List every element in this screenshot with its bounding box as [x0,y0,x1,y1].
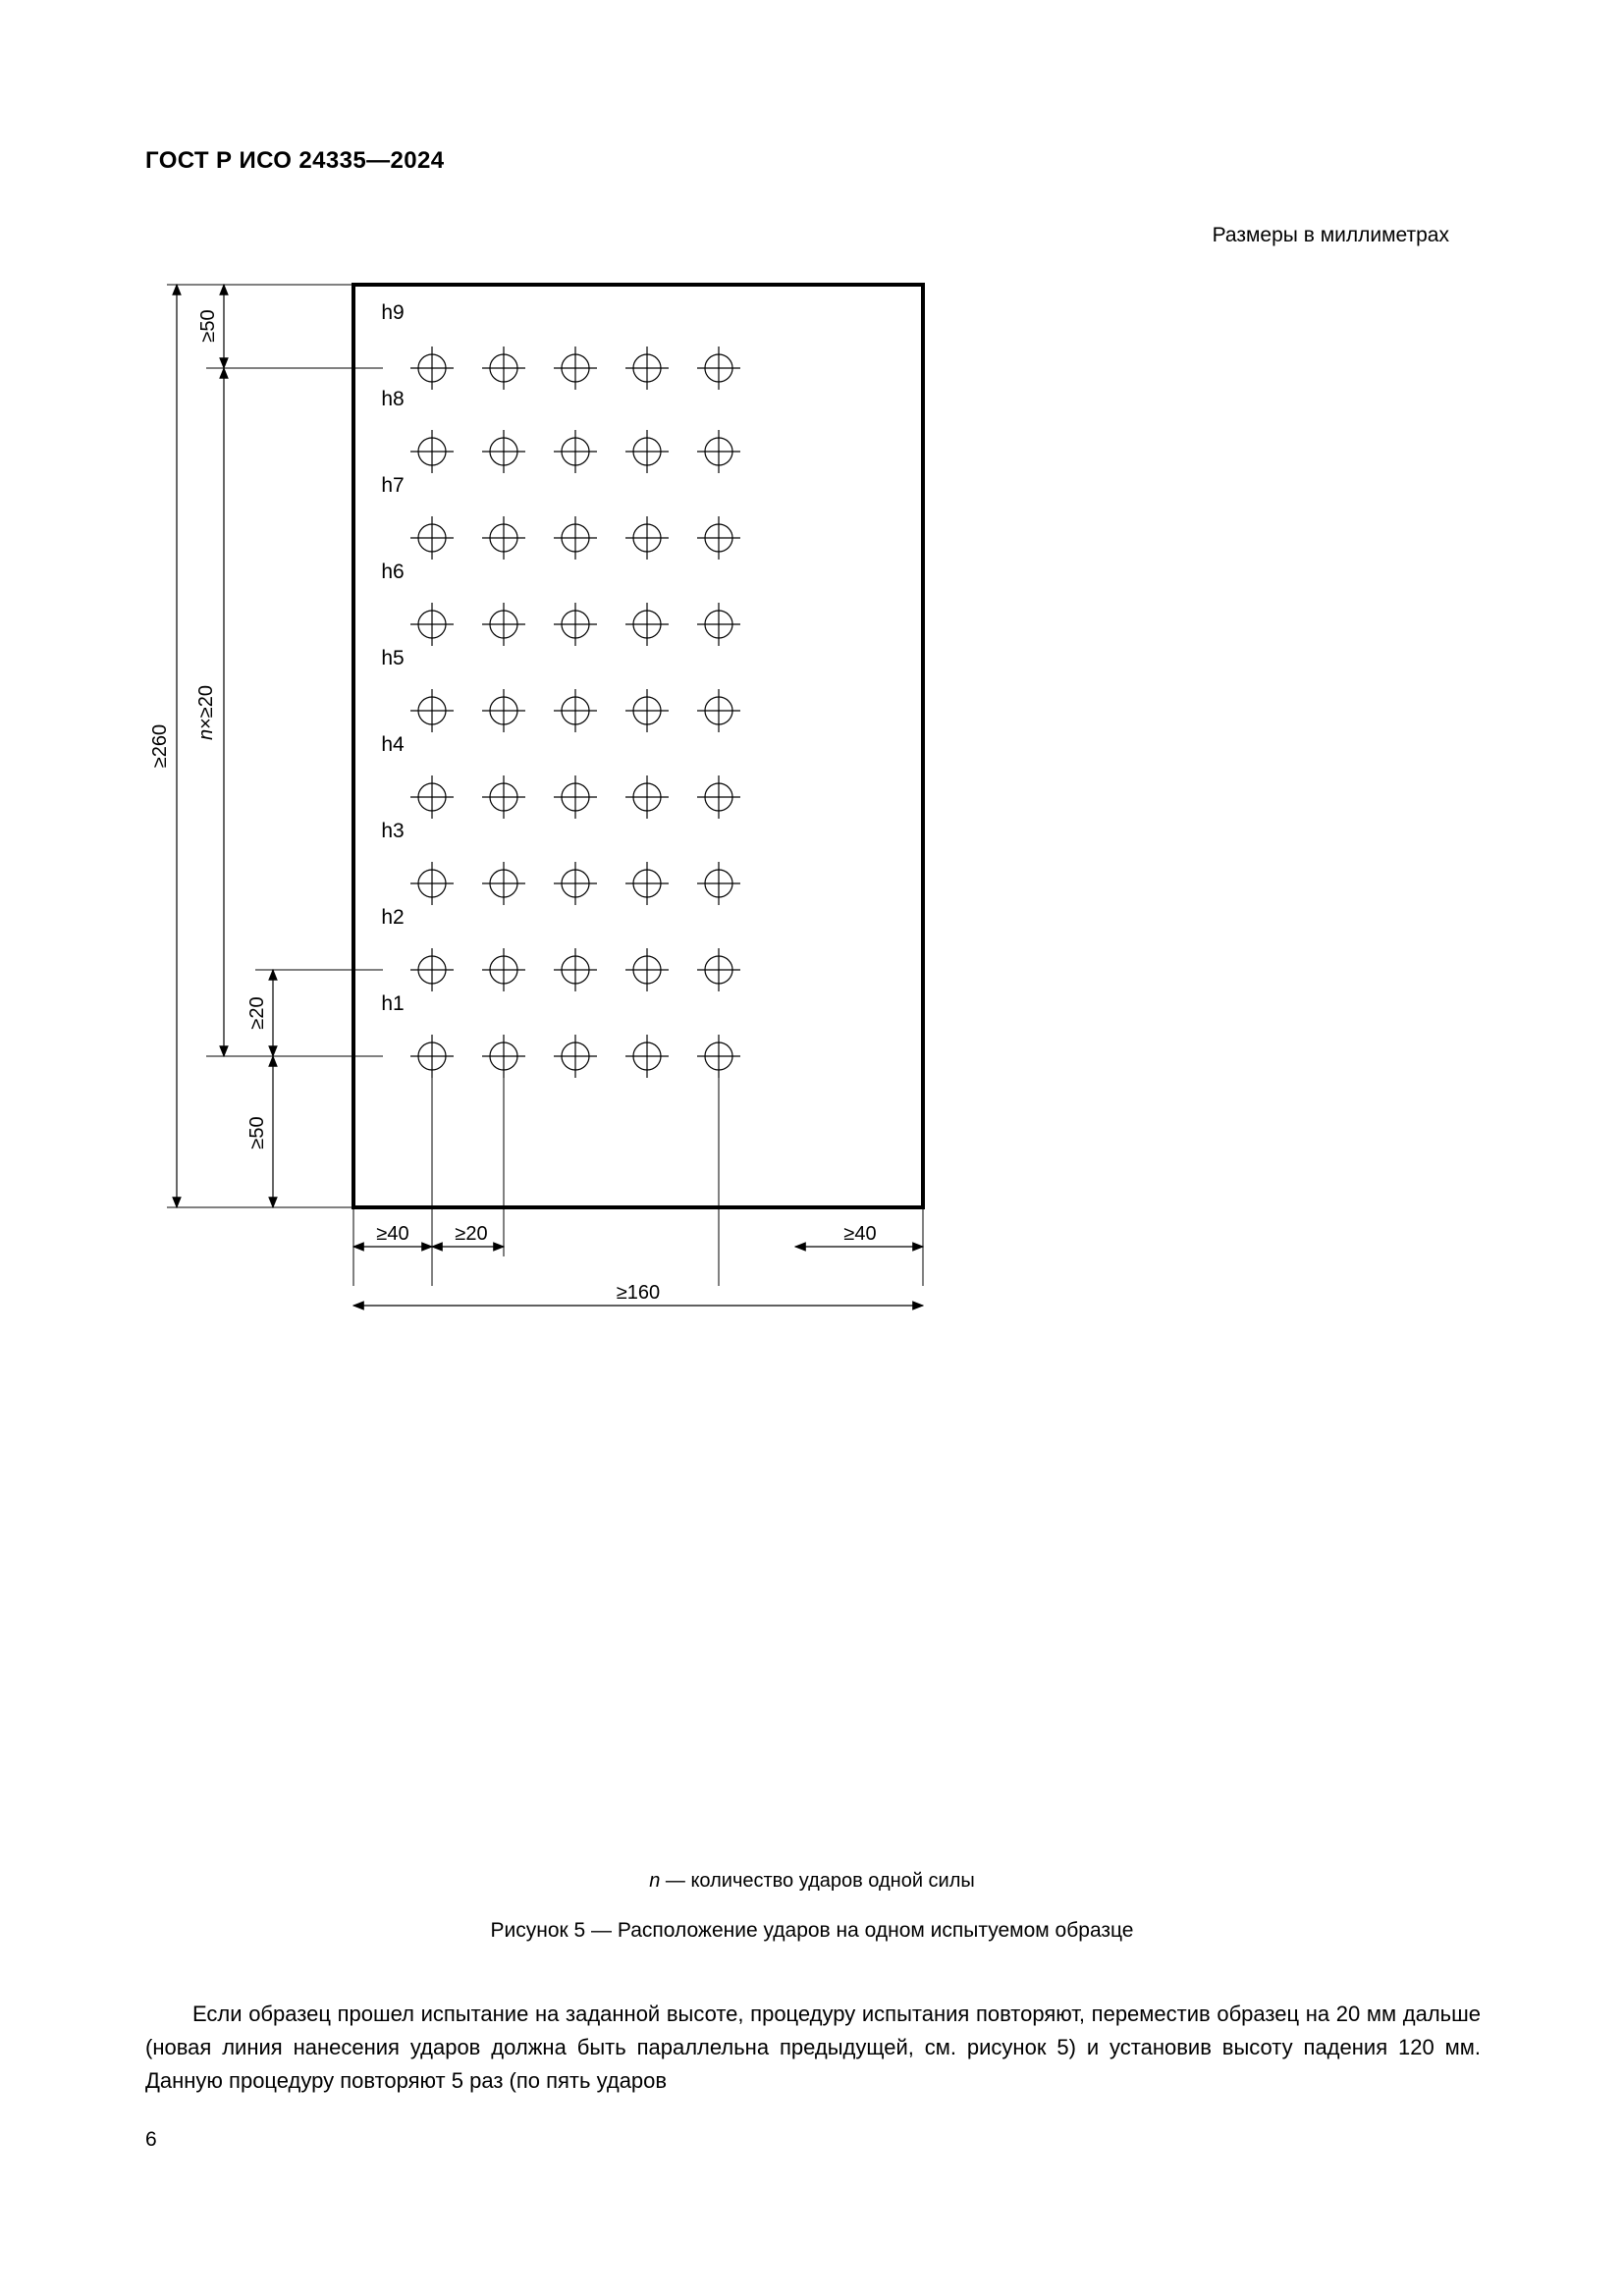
page-number: 6 [145,2128,157,2151]
svg-text:h6: h6 [381,561,405,583]
svg-text:≥40: ≥40 [376,1223,409,1245]
svg-text:≥20: ≥20 [246,996,268,1030]
body-paragraph [145,1998,1481,2098]
svg-text:h8: h8 [381,388,405,410]
svg-text:≥260: ≥260 [149,723,171,769]
svg-text:n×≥20: n×≥20 [195,684,217,741]
svg-text:≥160: ≥160 [616,1282,661,1304]
svg-text:≥50: ≥50 [197,309,219,343]
units-note: Размеры в миллиметрах [1212,224,1449,246]
paragraph-text: Если образец прошел испытание на заданной высоте, процедуру испытания повторяют, переместив образец на 20 мм дальше (новая линия нанесения ударов должна быть параллельна предыдущей, см. рисунок 5) и установив высоту падения 120 мм. Данную процедуру повторяют 5 раз (по пять ударов [145,2002,1481,2093]
figure-caption: Рисунок 5 — Расположение ударов на одном испытуемом образце [490,1919,1134,1942]
svg-text:h4: h4 [381,733,405,756]
figure-5-drawing [147,265,1483,1384]
figure-note-text: — количество ударов одной силы [660,1870,975,1892]
svg-text:h9: h9 [381,301,405,324]
svg-text:h1: h1 [381,992,405,1015]
svg-text:h2: h2 [381,906,405,929]
document-standard-number: ГОСТ Р ИСО 24335—2024 [145,147,445,174]
svg-text:h5: h5 [381,647,405,669]
svg-text:h7: h7 [381,474,405,497]
svg-text:≥50: ≥50 [246,1116,268,1149]
svg-text:≥40: ≥40 [843,1223,877,1245]
svg-text:≥20: ≥20 [455,1223,488,1245]
figure-note [0,1870,1624,1893]
figure-note-symbol: n [649,1870,661,1892]
svg-text:h3: h3 [381,820,405,842]
